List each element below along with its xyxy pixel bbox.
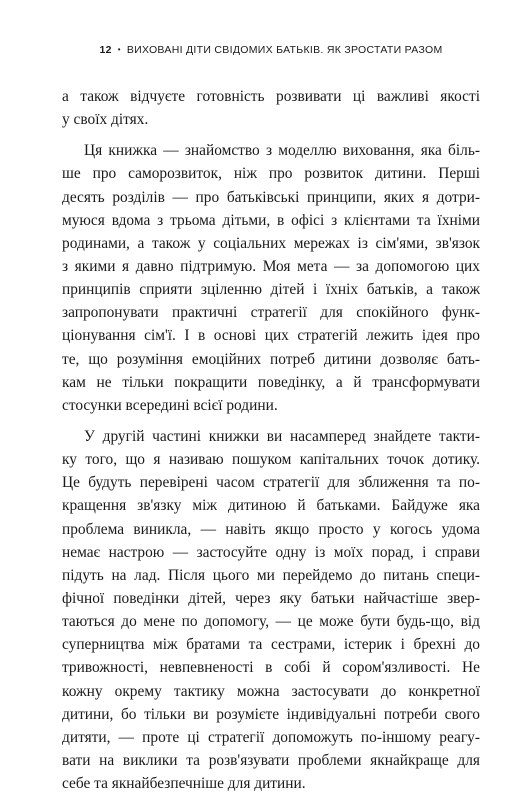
text-line: ку того, що я називаю пошуком капітальних точок дотику. [62,451,480,469]
text-line: родинами, а також у соціальних мережах із сім'ями, зв'язок [62,234,480,252]
text-line: підуть на лад. Після цього ми перейдемо до питань специ- [62,566,480,584]
text-line: Це будуть перевірені часом стратегії для зближення та по- [62,474,480,492]
header-separator: • [117,45,121,54]
text-line: стосунки всередині всієї родини. [62,396,278,414]
paragraph-3 [62,425,480,795]
text-line: дитини, бо тільки ви розумієте індивідуальні потреби свого [62,705,480,723]
text-line: те, що розуміння емоційних потреб дитини дозволяє бать- [62,350,480,368]
text-line: принципів сприяти зціленню дітей і їхніх батьків, а також [62,281,480,299]
text-line: таються до мене по допомогу, — це може бути будь-що, від [62,613,480,631]
page-number: 12 [99,44,112,56]
body-text [62,85,480,795]
paragraph-1 [62,85,480,131]
text-line: кам не тільки покращити поведінку, а й трансформувати [62,373,480,391]
text-line: а також відчуєте готовність розвивати ці важливі якості [62,88,480,105]
text-line: проблема виникла, — навіть якщо просто у когось удома [62,520,480,538]
text-line: запропонувати практичні стратегії для спокійного функ- [62,304,480,322]
text-line: дитяти, — проте ці стратегії допоможуть по-іншому реагу- [62,728,480,746]
text-line: тривожності, невпевненості в собі й сором'язливості. Не [62,659,480,677]
text-line: кожну окрему тактику можна застосувати до конкретної [62,682,480,700]
running-header [62,44,480,56]
text-line: суперництва між братами та сестрами, істерик і брехні до [62,636,480,654]
book-title: ВИХОВАНІ ДІТИ СВІДОМИХ БАТЬКІВ. ЯК ЗРОСТАТИ РАЗОМ [126,44,443,56]
paragraph-2 [62,139,480,417]
text-line: ціонування сім'ї. І в основі цих стратегій лежить ідея про [62,327,480,345]
text-line: у своїх дітях. [62,111,149,129]
text-line: вати на виклики та розв'язувати проблеми якнайкраще для [62,751,480,769]
text-line: десять розділів — про батьківські принципи, яких я дотри- [62,188,480,206]
text-line: муюся вдома з трьома дітьми, в офісі з клієнтами та їхніми [62,211,480,229]
text-line: себе та якнайбезпечніше для дитини. [62,775,306,793]
text-line: немає настрою — застосуйте одну із моїх порад, і справи [62,543,480,561]
text-line: У другій частині книжки ви насамперед знайдете такти- [84,427,480,445]
text-line: ше про саморозвиток, ніж про розвиток дитини. Перші [62,165,480,183]
text-line: кращення зв'язку між дитиною й батьками. Байдуже яка [62,497,480,515]
text-line: з якими я давно підтримую. Моя мета — за допомогою цих [62,257,480,275]
text-line: фічної поведінки дітей, через яку батьки найчастіше звер- [62,589,480,607]
text-line: Ця книжка — знайомство з моделлю виховання, яка біль- [84,142,480,160]
